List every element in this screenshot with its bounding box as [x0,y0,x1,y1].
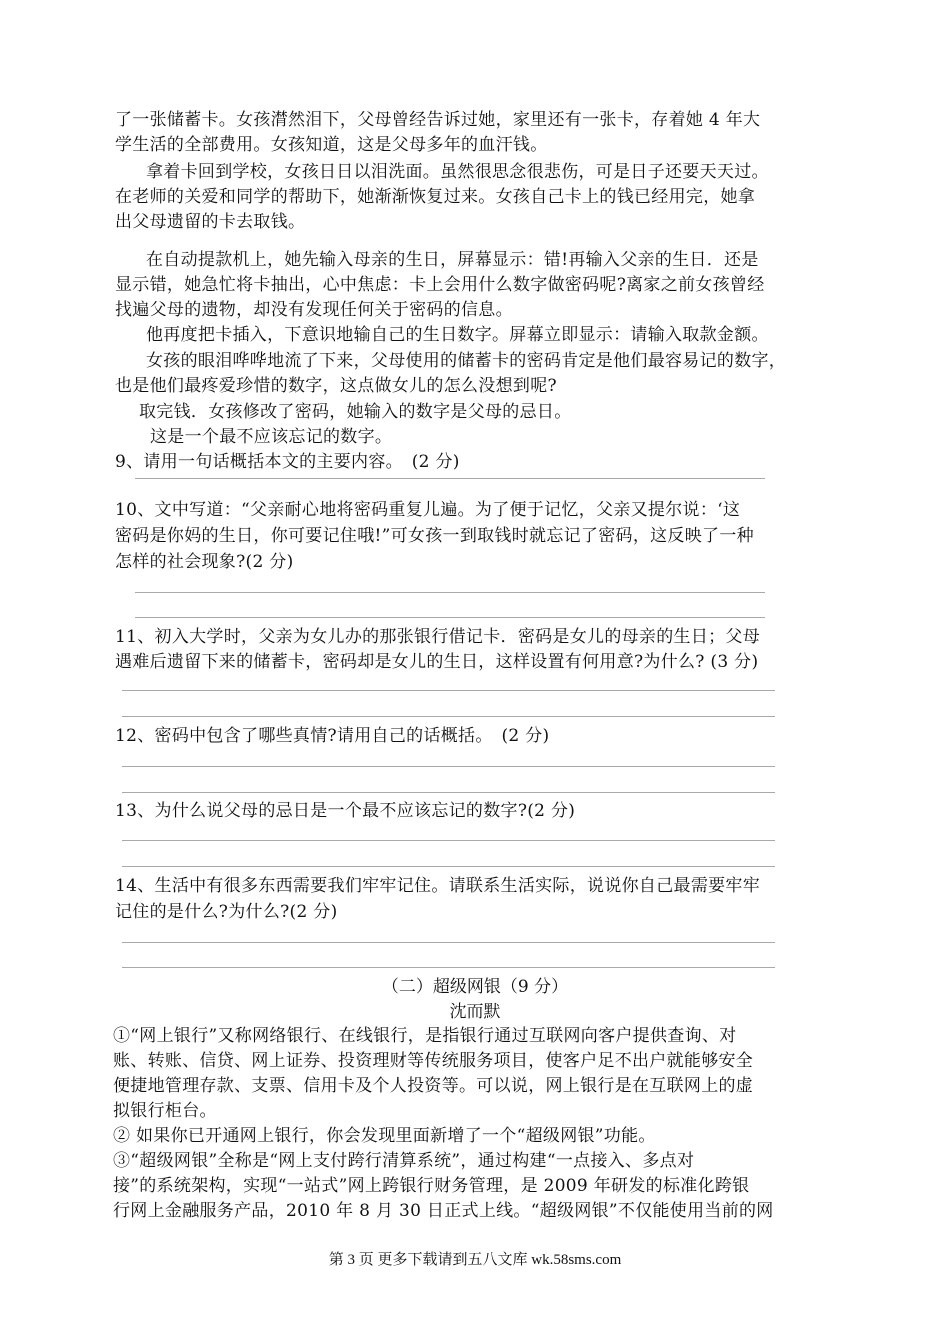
section-author: 沈而默 [449,1002,501,1022]
answer-line[interactable] [122,716,775,717]
question-14: 14、生活中有很多东西需要我们牢牢记住。请联系生活实际，说说你自己最需要牢牢 [115,876,761,896]
story-line: 取完钱．女孩修改了密码，她输入的数字是父母的忌日。 [139,402,572,422]
question-9: 9、请用一句话概括本文的主要内容。 (2 分) [115,452,460,472]
article-line: ①“网上银行”又称网络银行、在线银行，是指银行通过互联网向客户提供查询、对 [113,1026,737,1046]
answer-line[interactable] [135,617,765,618]
article-line: ② 如果你已开通网上银行，你会发现里面新增了一个“超级网银”功能。 [113,1126,656,1146]
story-line: 他再度把卡插入，下意识地输自己的生日数字。屏幕立即显示：请输入取款金额。 [146,325,769,345]
answer-line[interactable] [122,840,775,841]
question-12: 12、密码中包含了哪些真情?请用自己的话概括。 (2 分) [115,726,550,746]
answer-line[interactable] [135,592,765,593]
article-line: ③“超级网银”全称是“网上支付跨行清算系统”，通过构建“一点接入、多点对 [113,1151,695,1171]
story-line: 出父母遗留的卡去取钱。 [115,212,306,232]
story-line: 这是一个最不应该忘记的数字。 [150,427,393,447]
article-line: 拟银行柜台。 [113,1101,217,1121]
article-line: 账、转账、信贷、网上证券、投资理财等传统服务项目，使客户足不出户就能够安全 [113,1051,754,1071]
question-10: 怎样的社会现象?(2 分) [115,552,294,572]
answer-line[interactable] [122,690,775,691]
answer-line[interactable] [135,478,765,479]
answer-line[interactable] [122,792,775,793]
question-10: 10、文中写道：“父亲耐心地将密码重复儿遍。为了便于记忆，父亲又提尔说：‘这 [115,500,741,520]
article-line: 行网上金融服务产品，2010 年 8 月 30 日正式上线。“超级网银”不仅能使用当前的网 [113,1201,774,1221]
story-line: 女孩的眼泪哗哗地流了下来，父母使用的储蓄卡的密码肯定是他们最容易记的数字， [146,351,787,371]
question-11: 遇难后遗留下来的储蓄卡，密码却是女儿的生日，这样设置有何用意?为什么? (3 分) [115,652,759,672]
question-11: 11、初入大学时，父亲为女儿办的那张银行借记卡．密码是女儿的母亲的生日；父母 [115,627,761,647]
answer-line[interactable] [122,766,775,767]
article-line: 接”的系统架构，实现“一站式”网上跨银行财务管理，是 2009 年研发的标准化跨银 [113,1176,750,1196]
story-line: 了一张储蓄卡。女孩潸然泪下，父母曾经告诉过她，家里还有一张卡，存着她 4 年大 [115,110,761,130]
question-13: 13、为什么说父母的忌日是一个最不应该忘记的数字?(2 分) [115,801,576,821]
story-line: 在老师的关爱和同学的帮助下，她渐渐恢复过来。女孩自己卡上的钱已经用完，她拿 [115,187,756,207]
story-line: 在自动提款机上，她先输入母亲的生日，屏幕显示：错!再输入父亲的生日．还是 [146,250,759,270]
story-line: 找遍父母的遗物，却没有发现任何关于密码的信息。 [115,300,513,320]
page-footer: 第 3 页 更多下载请到五八文库 wk.58sms.com [328,1252,622,1268]
story-line: 也是他们最疼爱珍惜的数字，这点做女儿的怎么没想到呢? [115,376,557,396]
answer-line[interactable] [122,942,775,943]
question-10: 密码是你妈的生日，你可要记住哦!”可女孩一到取钱时就忘记了密码，这反映了一种 [115,526,754,546]
answer-line[interactable] [122,967,775,968]
article-line: 便捷地管理存款、支票、信用卡及个人投资等。可以说，网上银行是在互联网上的虚 [113,1076,754,1096]
story-line: 学生活的全部费用。女孩知道，这是父母多年的血汗钱。 [115,135,548,155]
section-title: （二）超级网银（9 分） [381,977,569,997]
story-line: 拿着卡回到学校，女孩日日以泪洗面。虽然很思念很悲伤，可是日子还要天天过。 [146,162,769,182]
answer-line[interactable] [122,866,775,867]
question-14: 记住的是什么?为什么?(2 分) [115,902,338,922]
story-line: 显示错，她急忙将卡抽出，心中焦虑：卡上会用什么数字做密码呢?离家之前女孩曾经 [115,275,765,295]
